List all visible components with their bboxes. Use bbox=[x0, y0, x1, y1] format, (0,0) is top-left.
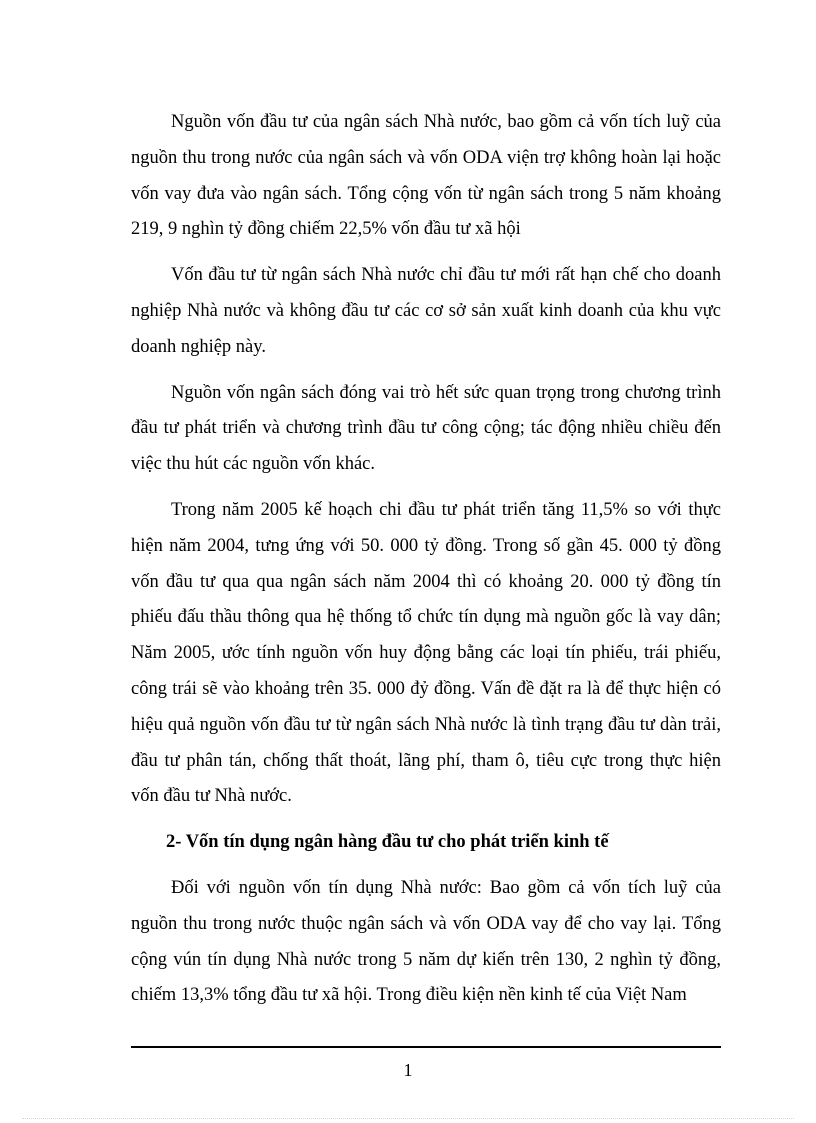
section-heading: 2- Vốn tín dụng ngân hàng đầu tư cho phát triển kinh tế bbox=[166, 832, 609, 853]
document-body bbox=[131, 105, 721, 1024]
paragraph-state-budget-capital: Nguồn vốn đầu tư của ngân sách Nhà nước, bao gồm cả vốn tích luỹ của nguồn thu trong nước của ngân sách và vốn ODA viện trợ không hoàn lại hoặc vốn vay đưa vào ngân sách. Tổng cộng vốn từ ngân sách trong 5 năm khoảng 219, 9 nghìn tỷ đồng chiếm 22,5% vốn đầu tư xã hội bbox=[131, 112, 721, 240]
page-number: 1 bbox=[403, 1060, 413, 1080]
paragraph-budget-role: Nguồn vốn ngân sách đóng vai trò hết sức quan trọng trong chương trình đầu tư phát triển và chương trình đầu tư công cộng; tác động nhiều chiều đến việc thu hút các nguồn vốn khác. bbox=[131, 382, 721, 475]
paragraph-state-credit: Đối với nguồn vốn tín dụng Nhà nước: Bao gồm cả vốn tích luỹ của nguồn thu trong nước thuộc ngân sách và vốn ODA vay để cho vay lại. Tổng cộng vún tín dụng Nhà nước trong 5 năm dự kiến trên 130, 2 nghìn tỷ đồng, chiếm 13,3% tổng đầu tư xã hội. Trong điều kiện nền kinh tế của Việt Nam bbox=[131, 877, 721, 1006]
footer-divider bbox=[131, 1046, 721, 1048]
paragraph-budget-investment-limits: Vốn đầu tư từ ngân sách Nhà nước chỉ đầu tư mới rất hạn chế cho doanh nghiệp Nhà nước và không đầu tư các cơ sở sản xuất kinh doanh của khu vực doanh nghiệp này. bbox=[131, 265, 721, 357]
page-bottom-border bbox=[22, 1118, 794, 1119]
paragraph-2005-plan: Trong năm 2005 kế hoạch chi đầu tư phát triển tăng 11,5% so với thực hiện năm 2004, tưng ứng với 50. 000 tỷ đồng. Trong số gần 45. 000 tỷ đồng vốn đầu tư qua qua ngân sách năm 2004 thì có khoảng 20. 000 tỷ đồng tín phiếu đấu thầu thông qua hệ thống tổ chức tín dụng mà nguồn gốc là vay dân; Năm 2005, ước tính nguồn vốn huy động bằng các loại tín phiếu, trái phiếu, công trái sẽ vào khoảng trên 35. 000 đỷ đồng. Vấn đề đặt ra là để thực hiện có hiệu quả nguồn vốn đầu tư từ ngân sách Nhà nước là tình trạng đầu tư dàn trải, đầu tư phân tán, chống thất thoát, lãng phí, tham ô, tiêu cực trong thực hiện vốn đầu tư Nhà nước. bbox=[131, 499, 721, 807]
